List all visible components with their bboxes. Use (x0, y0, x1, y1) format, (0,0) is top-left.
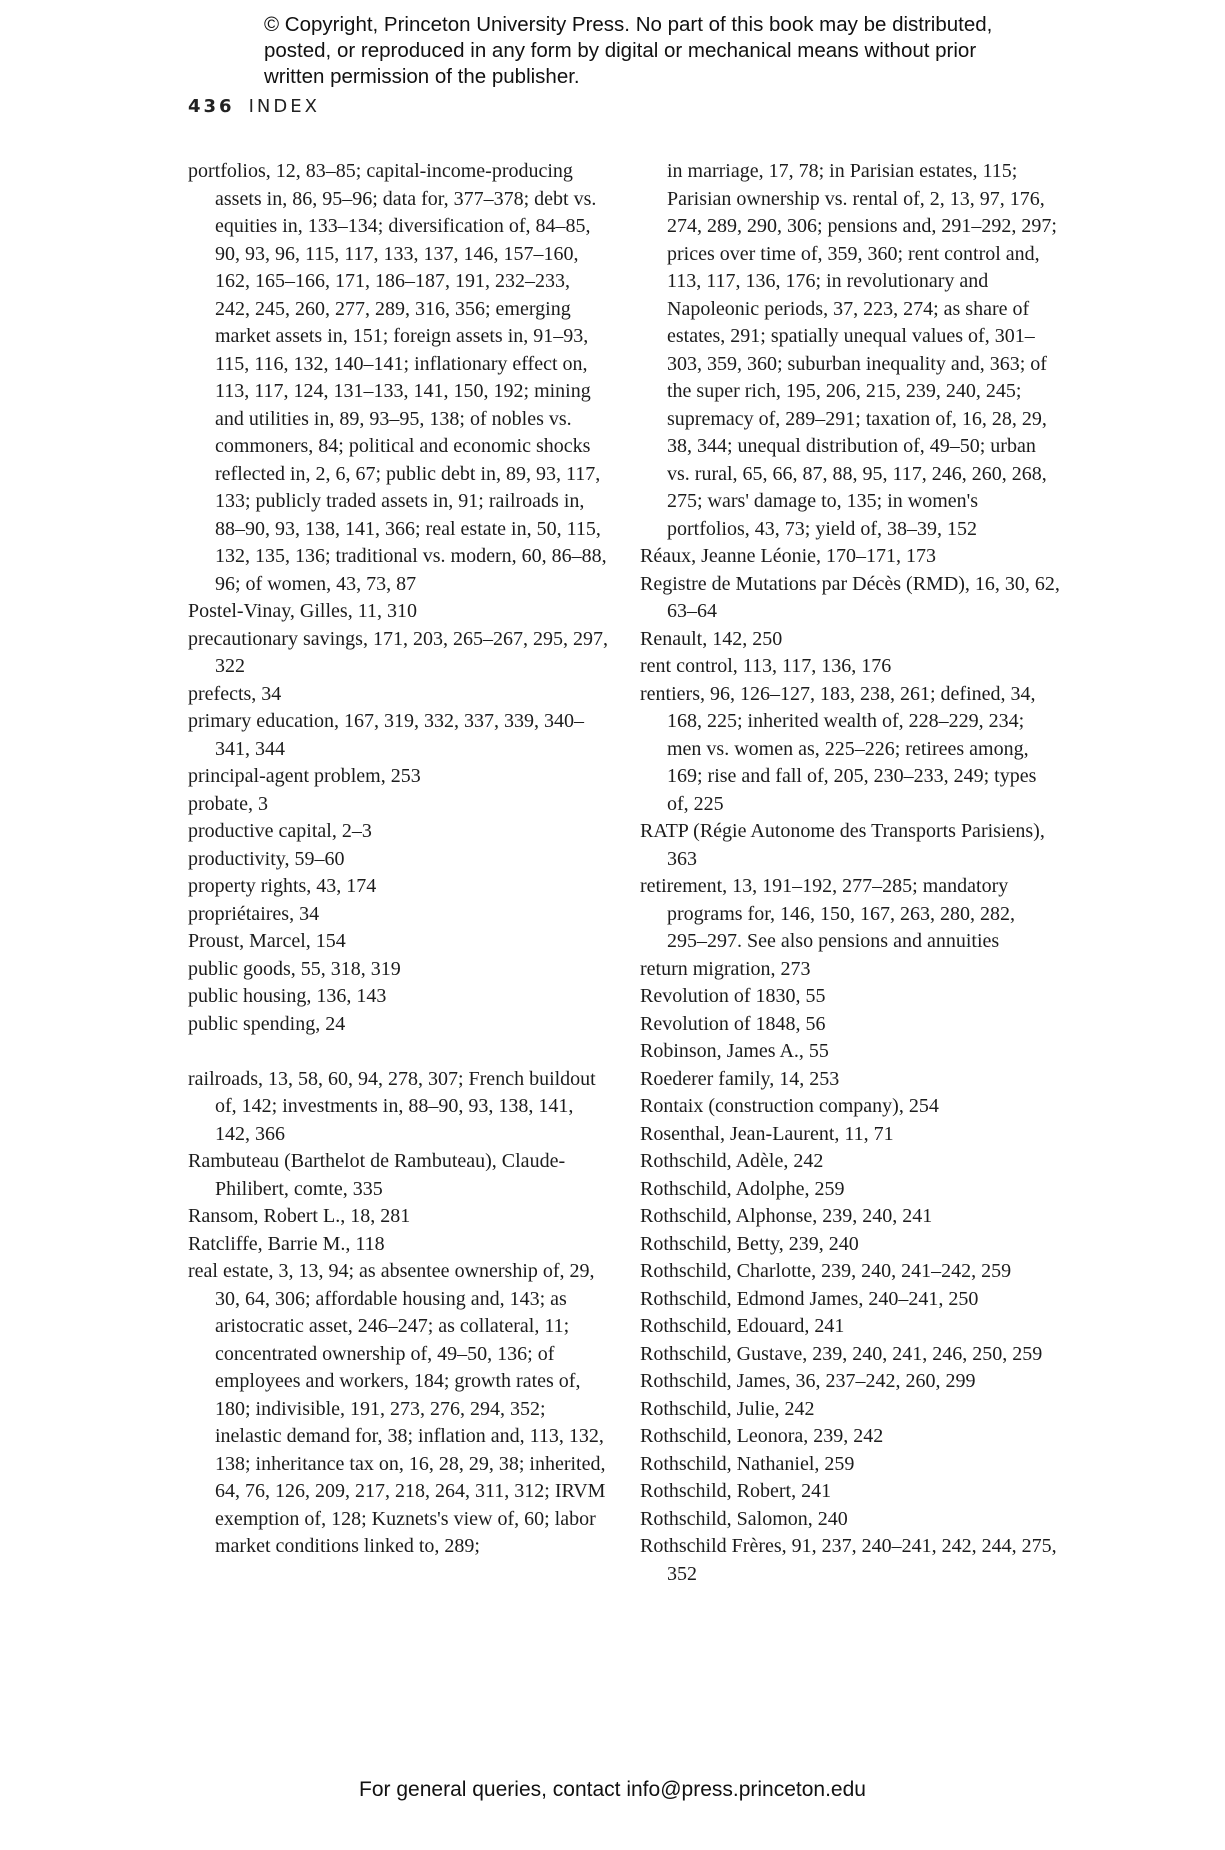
index-entry: Revolution of 1830, 55 (640, 985, 826, 1007)
index-entry: real estate, 3, 13, 94; as absentee ownership of, 29, 30, 64, 306; affordable housing and, 143; as aristocratic asset, 246–247; as collateral, 11; concentrated ownership of, 49–50, 136; of employees and workers, 184; growth rates of, 180; indivisible, 191, 273, 276, 294, 352; inelastic demand for, 38; inflation and, 113, 132, 138; inheritance tax on, 16, 28, 29, 38; inherited, 64, 76, 126, 209, 217, 218, 264, 311, 312; IRVM exemption of, 128; Kuznets's view of, 60; labor market conditions linked to, 289; (188, 1260, 606, 1557)
index-entry: primary education, 167, 319, 332, 337, 339, 340–341, 344 (188, 710, 585, 760)
index-entry: Rothschild, James, 36, 237–242, 260, 299 (640, 1370, 976, 1392)
index-entry: productive capital, 2–3 (188, 820, 372, 842)
index-entry: Rothschild, Alphonse, 239, 240, 241 (640, 1205, 933, 1227)
index-entry: Rothschild, Betty, 239, 240 (640, 1232, 859, 1255)
index-entry: Robinson, James A., 55 (640, 1040, 829, 1062)
index-entry: Réaux, Jeanne Léonie, 170–171, 173 (640, 545, 937, 567)
running-head (188, 96, 320, 117)
index-entry: in marriage, 17, 78; in Parisian estates, 115; Parisian ownership vs. rental of, 2, 13, 97, 176, 274, 289, 290, 306; pensions and, 291–292, 297; prices over time of, 359, 360; rent control and, 113, 117, 136, 176; in revolutionary and Napoleonic periods, 37, 223, 274; as share of estates, 291; spatially unequal values of, 301–303, 359, 360; suburban inequality and, 363; of the super rich, 195, 206, 215, 239, 240, 245; supremacy of, 289–291; taxation of, 16, 28, 29, 38, 344; unequal distribution of, 49–50; urban vs. rural, 65, 66, 87, 88, 95, 117, 246, 260, 268, 275; wars' damage to, 135; in women's portfolios, 43, 73; yield of, 38–39, 152 (667, 160, 1057, 540)
index-entry: Rothschild Frères, 91, 237, 240–241, 242, 244, 275, 352 (640, 1535, 1057, 1585)
index-entry: Rothschild, Edmond James, 240–241, 250 (640, 1287, 979, 1310)
index-entry: Ratcliffe, Barrie M., 118 (188, 1232, 385, 1255)
index-column-left (188, 158, 608, 1561)
index-column-right (640, 158, 1060, 1588)
index-entry: Rothschild, Robert, 241 (640, 1480, 832, 1502)
index-entry: rent control, 113, 117, 136, 176 (640, 655, 892, 677)
index-entry: Proust, Marcel, 154 (188, 930, 346, 952)
index-entry: railroads, 13, 58, 60, 94, 278, 307; French buildout of, 142; investments in, 88–90, 93, 138, 141, 142, 366 (188, 1067, 596, 1145)
index-entry: Rosenthal, Jean-Laurent, 11, 71 (640, 1122, 894, 1145)
index-entry: public housing, 136, 143 (188, 985, 387, 1007)
index-entry: principal-agent problem, 253 (188, 765, 421, 787)
letter-gap (188, 1038, 608, 1066)
index-entry: Revolution of 1848, 56 (640, 1012, 826, 1035)
index-entry: Rothschild, Adolphe, 259 (640, 1177, 845, 1200)
index-entry: Rothschild, Salomon, 240 (640, 1507, 848, 1530)
index-entry: productivity, 59–60 (188, 847, 345, 870)
index-entry: portfolios, 12, 83–85; capital-income-producing assets in, 86, 95–96; data for, 377–378; debt vs. equities in, 133–134; diversification of, 84–85, 90, 93, 96, 115, 117, 133, 137, 146, 157–160, 162, 165–166, 171, 186–187, 191, 232–233, 242, 245, 260, 277, 289, 316, 356; emerging market assets in, 151; foreign assets in, 91–93, 115, 116, 132, 140–141; inflationary effect on, 113, 117, 124, 131–133, 141, 150, 192; mining and utilities in, 89, 93–95, 138; of nobles vs. commoners, 84; political and economic shocks reflected in, 2, 6, 67; public debt in, 89, 93, 117, 133; publicly traded assets in, 91; railroads in, 88–90, 93, 138, 141, 366; real estate in, 50, 115, 132, 135, 136; traditional vs. modern, 60, 86–88, 96; of women, 43, 73, 87 (188, 160, 607, 595)
index-entry: Renault, 142, 250 (640, 627, 783, 650)
index-entry: propriétaires, 34 (188, 902, 320, 925)
index-entry: Rothschild, Nathaniel, 259 (640, 1452, 855, 1475)
index-entry: Rothschild, Leonora, 239, 242 (640, 1425, 884, 1447)
index-entry: Rothschild, Gustave, 239, 240, 241, 246, 250, 259 (640, 1342, 1043, 1365)
index-entry: Rambuteau (Barthelot de Rambuteau), Claude-Philibert, comte, 335 (188, 1150, 566, 1200)
index-entry: probate, 3 (188, 792, 268, 815)
index-entry: Rontaix (construction company), 254 (640, 1095, 939, 1117)
index-entry: public spending, 24 (188, 1012, 346, 1035)
index-entry: Rothschild, Julie, 242 (640, 1397, 815, 1420)
index-entry: RATP (Régie Autonome des Transports Parisiens), 363 (640, 820, 1045, 870)
index-entry: Rothschild, Charlotte, 239, 240, 241–242, 259 (640, 1260, 1012, 1282)
index-entry: Ransom, Robert L., 18, 281 (188, 1205, 411, 1227)
index-entry: precautionary savings, 171, 203, 265–267, 295, 297, 322 (188, 627, 608, 677)
index-entry: property rights, 43, 174 (188, 875, 377, 897)
index-entry: Postel-Vinay, Gilles, 11, 310 (188, 600, 417, 622)
index-entry: prefects, 34 (188, 682, 282, 705)
footer-contact: For general queries, contact info@press.princeton.edu (359, 1778, 866, 1801)
page-number: 436 (188, 96, 235, 117)
index-entry: retirement, 13, 191–192, 277–285; mandatory programs for, 146, 150, 167, 263, 280, 282, 295–297. See also pensions and annuities (640, 875, 1016, 952)
index-entry: return migration, 273 (640, 957, 811, 980)
index-entry: Rothschild, Adèle, 242 (640, 1150, 824, 1172)
section-title: INDEX (248, 96, 320, 117)
index-entry: Rothschild, Edouard, 241 (640, 1315, 845, 1337)
copyright-notice: © Copyright, Princeton University Press. No part of this book may be distributed, posted, or reproduced in any form by digital or mechanical means without prior written permission of the publisher. (264, 13, 993, 88)
index-entry: rentiers, 96, 126–127, 183, 238, 261; defined, 34, 168, 225; inherited wealth of, 228–229, 234; men vs. women as, 225–226; retirees among, 169; rise and fall of, 205, 230–233, 249; types of, 225 (640, 682, 1037, 815)
index-entry: Registre de Mutations par Décès (RMD), 16, 30, 62, 63–64 (640, 572, 1060, 622)
index-entry: Roederer family, 14, 253 (640, 1067, 840, 1090)
index-entry: public goods, 55, 318, 319 (188, 957, 401, 980)
